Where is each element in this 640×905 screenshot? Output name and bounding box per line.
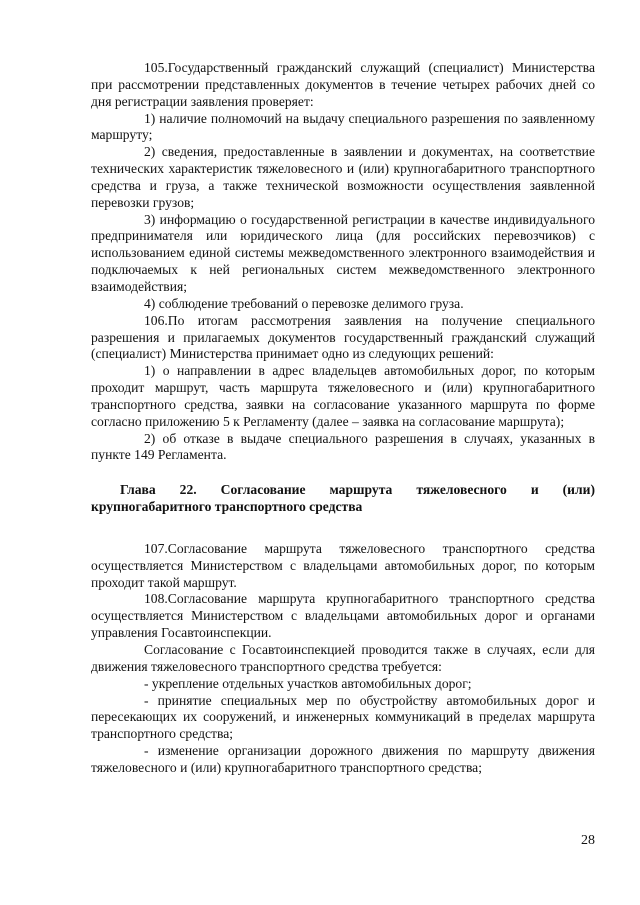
document-page: [91, 60, 595, 777]
paragraph-107: 107.Согласование маршрута тяжеловесного транспортного средства осуществляется Министерством с владельцами автомобильных дорог, по которым проходит такой маршрут.: [91, 540, 595, 590]
paragraph-105-item-3: 3) информацию о государственной регистрации в качестве индивидуального предпринимателя или юридического лица (для российских перевозчиков) с использованием единой системы межведомственного электронного взаимодействия и подключаемых к ней региональных систем межведомственного электронного взаимодействия;: [91, 211, 595, 294]
paragraph-105-item-4: 4) соблюдение требований о перевозке делимого груза.: [144, 295, 464, 311]
paragraph-105-item-2: 2) сведения, предоставленные в заявлении и документах, на соответствие технических характеристик тяжеловесного и (или) крупногабаритного транспортного средства и груза, а также технической возможности осуществления заявленной перевозки грузов;: [91, 144, 595, 210]
paragraph-105: 105.Государственный гражданский служащий (специалист) Министерства при рассмотрении представленных документов в течение четырех рабочих дней со дня регистрации заявления проверяет:: [91, 60, 595, 109]
paragraph-106: 106.По итогам рассмотрения заявления на получение специального разрешения и прилагаемых документов государственный гражданский служащий (специалист) Министерства принимает одно из следующих решений:: [91, 312, 595, 362]
paragraph-105-item-1: 1) наличие полномочий на выдачу специального разрешения по заявленному маршруту;: [91, 110, 595, 143]
page-number: 28: [581, 833, 595, 848]
list-item-road-reinforcement: - укрепление отдельных участков автомобильных дорог;: [144, 675, 472, 691]
paragraph-106-item-1: 1) о направлении в адрес владельцев автомобильных дорог, по которым проходит маршрут, часть маршрута тяжеловесного и (или) крупногабаритного транспортного средства, заявки на согласование указанного маршрута по форме согласно приложению 5 к Регламенту (далее – заявка на согласование маршрута);: [91, 363, 595, 429]
spacer: [91, 516, 595, 541]
chapter-heading: Глава 22. Согласование маршрута тяжеловесного и (или) крупногабаритного транспортного средства: [91, 482, 595, 515]
list-item-traffic-organization: - изменение организации дорожного движения по маршруту движения тяжеловесного и (или) крупногабаритного транспортного средства;: [91, 743, 595, 775]
list-item-special-measures: - принятие специальных мер по обустройству автомобильных дорог и пересекающих их сооружений, и инженерных коммуникаций в пределах маршрута транспортного средства;: [91, 692, 595, 742]
spacer: [91, 464, 595, 482]
paragraph-gai-agreement: Согласование с Госавтоинспекцией проводится также в случаях, если для движения тяжеловесного транспортного средства требуется:: [91, 642, 595, 674]
paragraph-106-item-2: 2) об отказе в выдаче специального разрешения в случаях, указанных в пункте 149 Регламента.: [91, 430, 595, 463]
paragraph-108: 108.Согласование маршрута крупногабаритного транспортного средства осуществляется Министерством с владельцами автомобильных дорог и органами управления Госавтоинспекции.: [91, 591, 595, 641]
